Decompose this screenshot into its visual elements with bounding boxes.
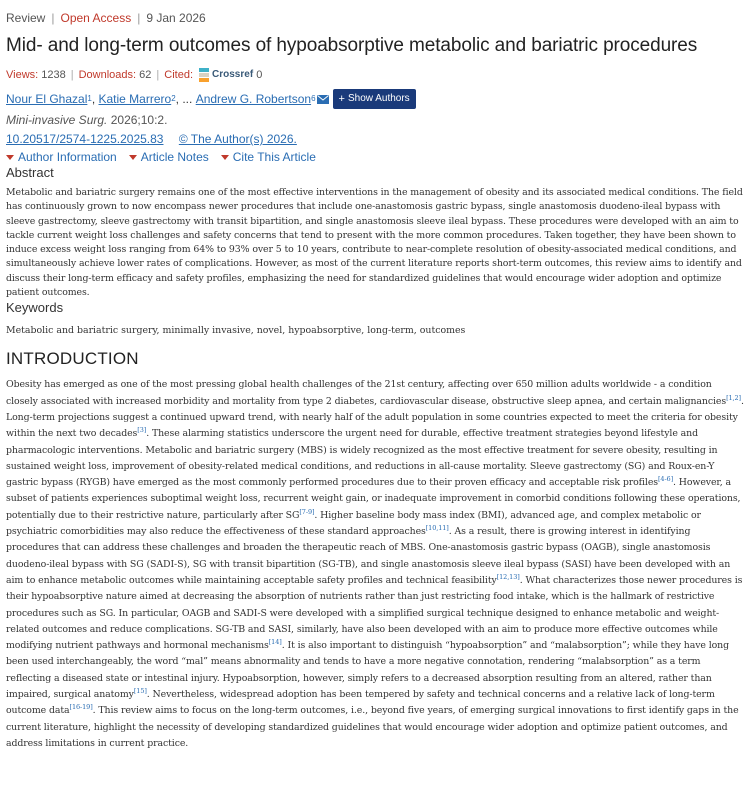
- intro-text-segment: . As a result, there is growing interest in identifying procedures that can address these challenges and broaden the therapeutic reach of MBS. One-anastomosis gastric bypass (OAGB), single anastomosis duodeno-ileal bypass with SG (SADI-S), SG with transit bipartition (SG-TB), and single anastomosis sleeve ileal bypass (SASI) have been developed with an aim to enhance metabolic outcomes while maintaining acceptable safety profiles and technical feasibility: [6, 526, 731, 586]
- author-affil-1: 1: [87, 94, 92, 103]
- open-access-label: Open Access: [60, 11, 132, 25]
- article-title: Mid- and long-term outcomes of hypoabsorptive metabolic and bariatric procedures: [6, 35, 698, 56]
- author-affil-3: 6: [311, 94, 316, 103]
- intro-text-segment: . However, a subset of patients experiences suboptimal weight loss, recurrent weight gain, or inadequate improvement in comorbid conditions following these operations, potentially due to their restrictive nature, particularly after SG: [6, 477, 741, 521]
- citation-ref[interactable]: [10,11]: [425, 523, 449, 532]
- intro-text-segment: Obesity has emerged as one of the most pressing global health challenges of the 21st century, affecting over 650 million adults worldwide - a condition closely associated with increased morbidity and mortality from type 2 diabetes, cardiovascular disease, obstructive sleep apnea, and certain malignancies: [6, 379, 727, 407]
- toggle-label: Article Notes: [140, 150, 209, 164]
- intro-text-segment: . This review aims to focus on the long-term outcomes, i.e., beyond five years, of emerging surgical innovations to first identify gaps in the current literature, highlight the necessity of developing standardized guidelines that would encourage wider adoption and optimize patient outcomes, and address limitations in current practice.: [6, 705, 739, 749]
- citation-ref[interactable]: [14]: [268, 638, 282, 646]
- author-affil-2: 2: [171, 94, 176, 103]
- views-label: Views:: [6, 69, 39, 81]
- journal-details: 2026;10:2.: [110, 113, 168, 127]
- toggle-cite-this-article[interactable]: [221, 149, 316, 165]
- author-ellipsis: ...: [182, 92, 193, 106]
- toggle-label: Cite This Article: [232, 150, 316, 164]
- show-authors-button[interactable]: [333, 89, 416, 109]
- crossref-badge[interactable]: [199, 68, 253, 82]
- citation-ref[interactable]: [3]: [137, 426, 147, 435]
- article-meta: Review | Open Access | 9 Jan 2026: [6, 11, 206, 25]
- article-stats: Views: 1238 | Downloads: 62 | Cited: Crossref 0: [6, 69, 263, 81]
- cited-label: Cited:: [164, 69, 194, 81]
- crossref-logo-icon: [199, 68, 209, 82]
- citation-ref[interactable]: [7-9]: [299, 507, 315, 516]
- doi-line: [6, 131, 746, 147]
- introduction-heading: INTRODUCTION: [6, 349, 139, 369]
- intro-text-segment: . Nevertheless, widespread adoption has been tempered by safety and technical concerns and a relative lack of long-term outcome data: [6, 689, 715, 717]
- license-link[interactable]: © The Author(s) 2026.: [178, 132, 297, 146]
- toggle-author-information[interactable]: [6, 149, 117, 165]
- toggle-article-notes[interactable]: [129, 149, 209, 165]
- journal-name: Mini-invasive Surg.: [6, 113, 108, 127]
- introduction-text: [6, 377, 746, 752]
- intro-text-segment: . Long-term projections suggest a continued upward trend, with nearly half of the adult population in some countries expected to meet the criteria for obesity within the next two decades: [6, 395, 744, 440]
- author-list: Nour El Ghazal 1 , Katie Marrero 2 , ... Andrew G. Robertson 6 + Show Authors: [6, 89, 746, 109]
- toggle-label: Author Information: [18, 150, 117, 164]
- crossref-count: 0: [256, 69, 263, 81]
- caret-down-icon: [129, 155, 137, 160]
- doi-link[interactable]: 10.20517/2574-1225.2025.83: [6, 132, 164, 146]
- abstract-text: Metabolic and bariatric surgery remains one of the most effective interventions in the management of obesity and its associated medical conditions. The field has continuously grown to now encompass newer procedures that include one-anastomosis gastric bypass, single anastomosis duodeno-ileal bypass with sleeve gastrectomy, sleeve gastrectomy with transit bipartition, and single anastomosis sleeve ileal bypass. These procedures were developed with an aim to tackle current weight loss challenges and safety concerns that tend to present with the more common procedures. Taken together, they have been shown to induce excess weight loss ranging from 64% to 93% over 5 to 10 years, contribute to near-complete resolution of obesity-associated medical conditions, and simultaneously achieve lower rates of complications. However, as most of the current literature reports short-term outcomes, this review aims to identify and discuss their long-term efficacy and safety profiles, emphasizing the need for standardized guidelines that would encourage wider adoption and optimize patient outcomes.: [6, 187, 743, 299]
- email-icon[interactable]: [317, 95, 329, 104]
- show-authors-label: Show Authors: [347, 93, 410, 104]
- author-link-2[interactable]: Katie Marrero: [98, 92, 172, 106]
- citation-ref[interactable]: [12,13]: [496, 572, 520, 581]
- keywords-heading: Keywords: [6, 300, 64, 316]
- abstract-heading: Abstract: [6, 165, 54, 180]
- citation-ref[interactable]: [15]: [133, 686, 147, 695]
- intro-text-segment: . Higher baseline body mass index (BMI), advanced age, and complex metabolic or psychiatric comorbidities may also reduce the effectiveness of these standard approaches: [6, 509, 701, 538]
- plus-icon: +: [338, 93, 345, 105]
- downloads-count: 62: [139, 69, 152, 81]
- citation-ref[interactable]: [1,2]: [726, 393, 741, 402]
- views-count: 1238: [41, 69, 66, 81]
- article-toggles: [6, 149, 746, 165]
- intro-text-segment: . What characterizes those newer procedures is their hypoabsorptive nature aimed at decreasing the absorption of nutrients rather than just restricting food intake, which is the hallmark of restrictive procedures such as SG. In particular, OAGB and SADI-S were developed with a simplified surgical technique designed to enhance metabolic and weight-related outcomes and reduce complications. SG-TB and SASI, similarly, have also been developed with an aim to produce more effective outcomes while modifying nutrient pathways and hormonal mechanisms: [6, 574, 743, 652]
- author-link-3[interactable]: Andrew G. Robertson: [195, 92, 312, 106]
- citation-ref[interactable]: [4-6]: [657, 475, 674, 484]
- author-link-1[interactable]: Nour El Ghazal: [6, 92, 88, 106]
- intro-text-segment: . It is also important to distinguish “hypoabsorption” and “malabsorption”; while they have long been used interchangeably, the word “mal” means abnormality and tends to have a more negative connotation, rendering “malabsorption” as a term reflecting a diseased state or intestinal injury. Hypoabsorption, however, simply refers to a decreased absorption resulting from an altered, rather than impaired, surgical anatomy: [6, 640, 730, 701]
- caret-down-icon: [221, 155, 229, 160]
- keywords-text: Metabolic and bariatric surgery, minimally invasive, novel, hypoabsorptive, long-term, outcomes: [6, 325, 466, 337]
- journal-citation: [6, 112, 746, 128]
- caret-down-icon: [6, 155, 14, 160]
- downloads-label: Downloads:: [78, 69, 137, 81]
- article-type: Review: [6, 11, 46, 25]
- crossref-label: Crossref: [212, 69, 254, 80]
- publish-date: 9 Jan 2026: [146, 11, 206, 25]
- intro-text-segment: . These alarming statistics underscore the urgent need for durable, effective treatment strategies beyond lifestyle and pharmacologic interventions. Metabolic and bariatric surgery (MBS) is widely recognized as the most effective treatment for severe obesity, resulting in sustained weight loss, improvement of obesity-related medical conditions, and reductions in all-cause mortality. Sleeve gastrectomy (SG) and Roux-en-Y gastric bypass (RYGB) have emerged as the most commonly performed procedures due to their proven efficacy and acceptable risk profiles: [6, 428, 718, 489]
- citation-ref[interactable]: [16-19]: [69, 703, 93, 712]
